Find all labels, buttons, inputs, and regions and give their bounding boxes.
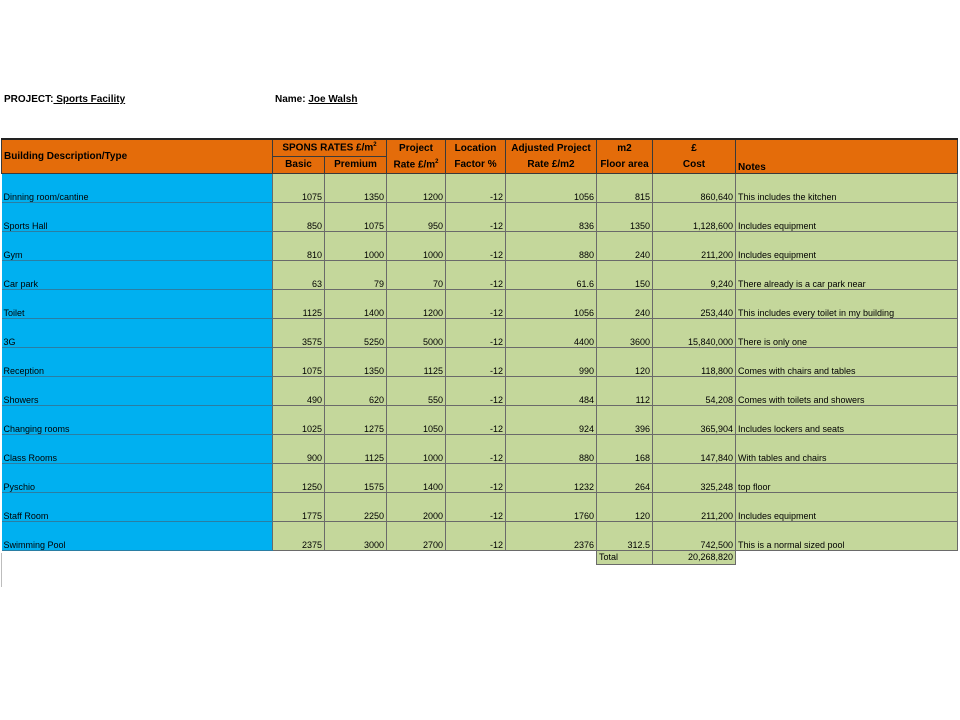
total-row <box>2 550 958 564</box>
row-project-rate: 1000 <box>387 231 446 260</box>
row-location-factor: -12 <box>446 202 506 231</box>
project-value: Sports Facility <box>53 94 126 105</box>
row-note: Comes with toilets and showers <box>736 376 958 405</box>
row-note: This is a normal sized pool <box>736 521 958 550</box>
row-floor-area: 120 <box>597 492 653 521</box>
row-location-factor: -12 <box>446 260 506 289</box>
row-adjusted-rate: 1056 <box>506 173 597 202</box>
col-header-project-top: Project <box>387 139 446 156</box>
row-project-rate: 70 <box>387 260 446 289</box>
col-header-notes: Notes <box>736 139 958 173</box>
row-note: There already is a car park near <box>736 260 958 289</box>
row-project-rate: 1000 <box>387 434 446 463</box>
col-header-premium: Premium <box>325 156 387 173</box>
col-header-adjusted-top: Adjusted Project <box>506 139 597 156</box>
project-label: PROJECT: <box>4 94 54 105</box>
row-adjusted-rate: 1760 <box>506 492 597 521</box>
row-note: top floor <box>736 463 958 492</box>
row-cost: 1,128,600 <box>653 202 736 231</box>
row-cost: 860,640 <box>653 173 736 202</box>
col-header-location-top: Location <box>446 139 506 156</box>
row-description: Showers <box>2 376 273 405</box>
row-basic-rate: 63 <box>273 260 325 289</box>
row-project-rate: 1400 <box>387 463 446 492</box>
table-row <box>2 318 958 347</box>
row-description: 3G <box>2 318 273 347</box>
row-cost: 365,904 <box>653 405 736 434</box>
row-location-factor: -12 <box>446 405 506 434</box>
row-location-factor: -12 <box>446 434 506 463</box>
row-note: Includes equipment <box>736 231 958 260</box>
row-note: Includes lockers and seats <box>736 405 958 434</box>
cost-table <box>1 138 958 565</box>
col-header-m2-top: m2 <box>597 139 653 156</box>
row-project-rate: 550 <box>387 376 446 405</box>
table-row <box>2 492 958 521</box>
row-location-factor: -12 <box>446 231 506 260</box>
row-cost: 211,200 <box>653 492 736 521</box>
row-adjusted-rate: 61.6 <box>506 260 597 289</box>
row-description: Reception <box>2 347 273 376</box>
col-header-m2-bottom: Floor area <box>597 156 653 173</box>
row-note: Includes equipment <box>736 202 958 231</box>
row-note: With tables and chairs <box>736 434 958 463</box>
row-premium-rate: 1400 <box>325 289 387 318</box>
row-cost: 118,800 <box>653 347 736 376</box>
row-description: Class Rooms <box>2 434 273 463</box>
table-row <box>2 260 958 289</box>
row-cost: 742,500 <box>653 521 736 550</box>
total-spacer <box>2 550 597 564</box>
row-basic-rate: 1125 <box>273 289 325 318</box>
col-header-basic: Basic <box>273 156 325 173</box>
row-cost: 54,208 <box>653 376 736 405</box>
col-header-location-bottom: Factor % <box>446 156 506 173</box>
row-project-rate: 1200 <box>387 173 446 202</box>
row-premium-rate: 1075 <box>325 202 387 231</box>
row-description: Gym <box>2 231 273 260</box>
row-premium-rate: 620 <box>325 376 387 405</box>
total-spacer-right <box>736 550 958 564</box>
row-location-factor: -12 <box>446 347 506 376</box>
row-project-rate: 1125 <box>387 347 446 376</box>
row-cost: 211,200 <box>653 231 736 260</box>
row-floor-area: 3600 <box>597 318 653 347</box>
row-basic-rate: 1775 <box>273 492 325 521</box>
table-row <box>2 463 958 492</box>
row-floor-area: 815 <box>597 173 653 202</box>
row-basic-rate: 2375 <box>273 521 325 550</box>
row-basic-rate: 1075 <box>273 173 325 202</box>
row-description: Staff Room <box>2 492 273 521</box>
row-cost: 15,840,000 <box>653 318 736 347</box>
row-project-rate: 2000 <box>387 492 446 521</box>
row-basic-rate: 1025 <box>273 405 325 434</box>
name-value: Joe Walsh <box>308 94 358 105</box>
row-note: This includes every toilet in my building <box>736 289 958 318</box>
row-premium-rate: 1350 <box>325 347 387 376</box>
table-row <box>2 405 958 434</box>
row-floor-area: 240 <box>597 289 653 318</box>
row-description: Sports Hall <box>2 202 273 231</box>
header-row-top <box>2 139 958 156</box>
row-basic-rate: 1250 <box>273 463 325 492</box>
row-location-factor: -12 <box>446 463 506 492</box>
row-basic-rate: 900 <box>273 434 325 463</box>
row-adjusted-rate: 924 <box>506 405 597 434</box>
row-project-rate: 2700 <box>387 521 446 550</box>
row-cost: 9,240 <box>653 260 736 289</box>
row-premium-rate: 5250 <box>325 318 387 347</box>
row-project-rate: 950 <box>387 202 446 231</box>
row-cost: 253,440 <box>653 289 736 318</box>
row-note: Includes equipment <box>736 492 958 521</box>
table-row <box>2 231 958 260</box>
row-adjusted-rate: 4400 <box>506 318 597 347</box>
row-description: Toilet <box>2 289 273 318</box>
row-floor-area: 168 <box>597 434 653 463</box>
row-premium-rate: 1575 <box>325 463 387 492</box>
table-row <box>2 289 958 318</box>
row-description: Swimming Pool <box>2 521 273 550</box>
row-note: Comes with chairs and tables <box>736 347 958 376</box>
table-row <box>2 376 958 405</box>
row-floor-area: 1350 <box>597 202 653 231</box>
project-line <box>4 94 125 105</box>
row-adjusted-rate: 836 <box>506 202 597 231</box>
row-basic-rate: 850 <box>273 202 325 231</box>
row-floor-area: 240 <box>597 231 653 260</box>
row-floor-area: 312.5 <box>597 521 653 550</box>
col-header-description: Building Description/Type <box>2 139 273 173</box>
row-description: Car park <box>2 260 273 289</box>
table-row <box>2 173 958 202</box>
row-location-factor: -12 <box>446 289 506 318</box>
row-project-rate: 1050 <box>387 405 446 434</box>
row-project-rate: 1200 <box>387 289 446 318</box>
row-location-factor: -12 <box>446 173 506 202</box>
sheet-left-border <box>1 553 2 587</box>
row-premium-rate: 1275 <box>325 405 387 434</box>
row-floor-area: 150 <box>597 260 653 289</box>
row-premium-rate: 79 <box>325 260 387 289</box>
row-adjusted-rate: 990 <box>506 347 597 376</box>
row-adjusted-rate: 1232 <box>506 463 597 492</box>
row-adjusted-rate: 1056 <box>506 289 597 318</box>
row-premium-rate: 1125 <box>325 434 387 463</box>
col-header-adjusted-bottom: Rate £/m2 <box>506 156 597 173</box>
col-header-cost-bottom: Cost <box>653 156 736 173</box>
row-description: Pyschio <box>2 463 273 492</box>
total-value: 20,268,820 <box>653 550 736 564</box>
row-basic-rate: 3575 <box>273 318 325 347</box>
row-basic-rate: 1075 <box>273 347 325 376</box>
row-floor-area: 396 <box>597 405 653 434</box>
table-row <box>2 202 958 231</box>
row-adjusted-rate: 880 <box>506 231 597 260</box>
table-row <box>2 347 958 376</box>
row-adjusted-rate: 2376 <box>506 521 597 550</box>
name-label: Name: <box>275 94 306 105</box>
row-location-factor: -12 <box>446 492 506 521</box>
total-label: Total <box>597 550 653 564</box>
row-floor-area: 264 <box>597 463 653 492</box>
row-premium-rate: 1350 <box>325 173 387 202</box>
row-premium-rate: 1000 <box>325 231 387 260</box>
table-row <box>2 434 958 463</box>
row-location-factor: -12 <box>446 318 506 347</box>
row-cost: 325,248 <box>653 463 736 492</box>
row-adjusted-rate: 880 <box>506 434 597 463</box>
row-project-rate: 5000 <box>387 318 446 347</box>
row-basic-rate: 810 <box>273 231 325 260</box>
row-location-factor: -12 <box>446 521 506 550</box>
row-cost: 147,840 <box>653 434 736 463</box>
row-description: Changing rooms <box>2 405 273 434</box>
row-description: Dinning room/cantine <box>2 173 273 202</box>
col-header-project-bottom: Rate $£/m^2$ <box>387 156 446 173</box>
row-note: This includes the kitchen <box>736 173 958 202</box>
row-premium-rate: 3000 <box>325 521 387 550</box>
row-floor-area: 112 <box>597 376 653 405</box>
row-floor-area: 120 <box>597 347 653 376</box>
row-basic-rate: 490 <box>273 376 325 405</box>
col-header-spons: SPONS RATES $£/m^2$ <box>273 139 387 156</box>
row-note: There is only one <box>736 318 958 347</box>
name-line <box>275 94 357 105</box>
row-location-factor: -12 <box>446 376 506 405</box>
table-row <box>2 521 958 550</box>
row-adjusted-rate: 484 <box>506 376 597 405</box>
row-premium-rate: 2250 <box>325 492 387 521</box>
col-header-cost-top: £ <box>653 139 736 156</box>
